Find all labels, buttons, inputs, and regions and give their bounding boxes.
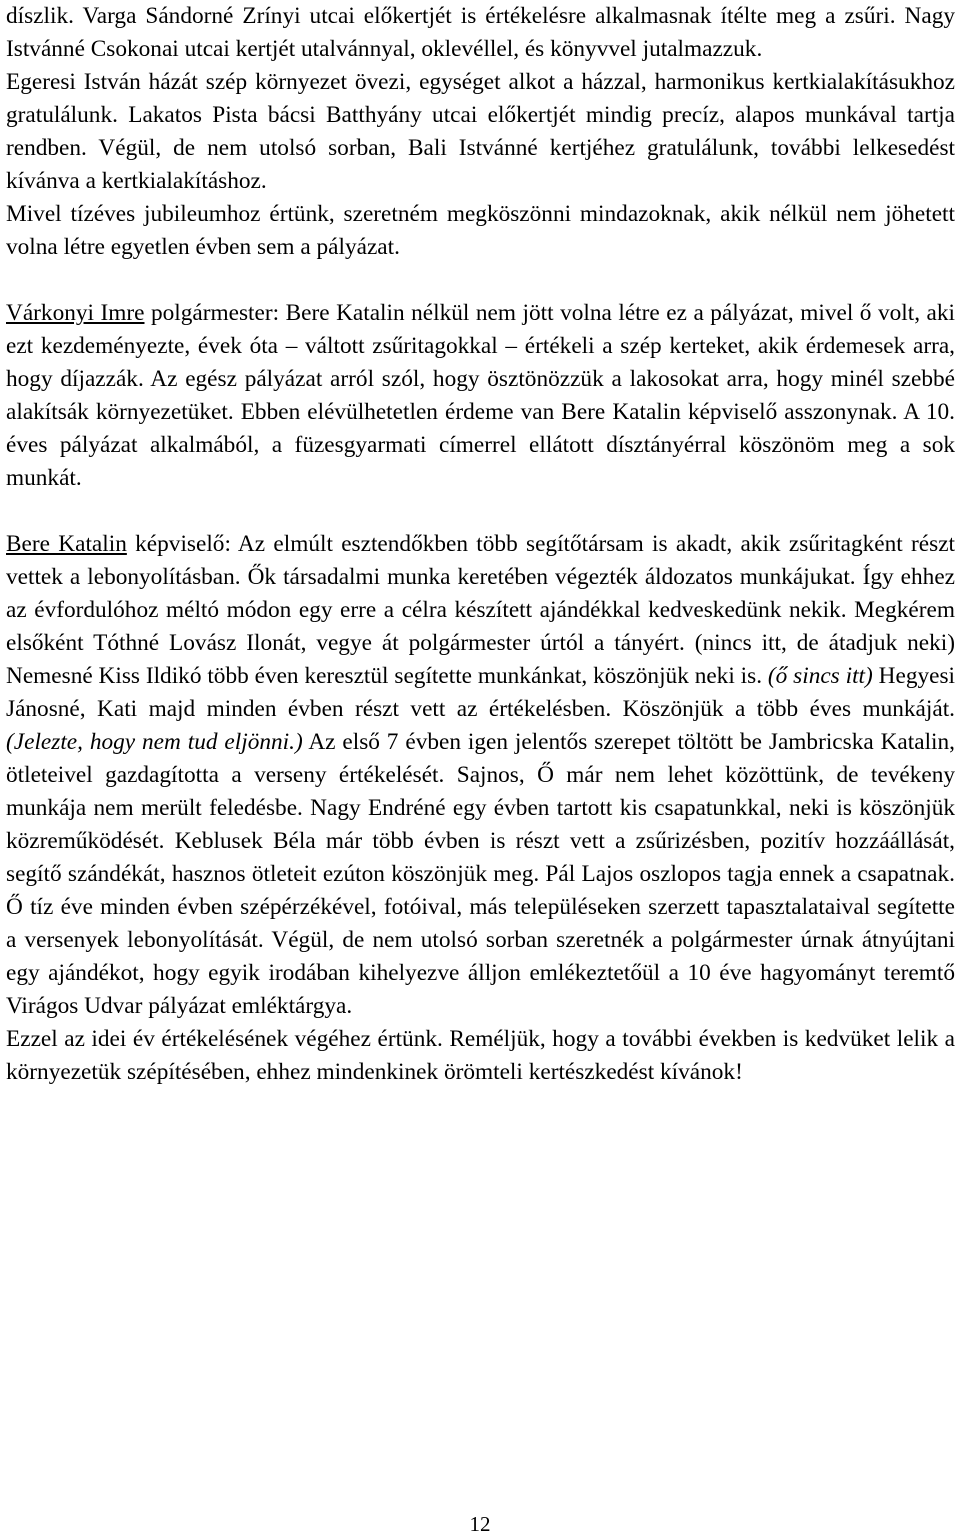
speaker-name-representative: Bere Katalin: [6, 531, 127, 557]
paragraph-representative-speech: [6, 528, 955, 1023]
representative-speech-text-2: Hegyesi Jánosné, Kati majd minden évben részt vett az értékelésben. Köszönjük a több éves munkáját.: [6, 663, 955, 722]
page-number: 12: [469, 1512, 491, 1536]
stage-note-1: (ő sincs itt): [767, 663, 873, 689]
paragraph-egeresi: Egeresi István házát szép környezet övezi, egységet alkot a házzal, harmonikus kertkialakításukhoz gratulálunk. Lakatos Pista bácsi Batthyány utcai előkertjét mindig precíz, alapos munkával tartja rendben. Végül, de nem utolsó sorban, Bali Istvánné kertjéhez gratulálunk, további lelkesedést kívánva a kertkialakításhoz.: [6, 69, 955, 194]
representative-speech-text-1: képviselő: Az elmúlt esztendőkben több segítőtársam is akadt, akik zsűritagként részt vettek a lebonyolításban. Ők társadalmi munka keretében végezték áldozatos munkájukat. Így ehhez az évfordulóhoz méltó módon egy erre a célra készített ajándékkal kedveskedünk nekik. Megkérem elsőként Tóthné Lovász Ilonát, vegye át polgármester úrtól a tányért. (nincs itt, de átadjuk neki) Nemesné Kiss Ildikó több éven keresztül segítette munkánkat, köszönjük neki is.: [6, 531, 956, 689]
speaker-name-mayor: Várkonyi Imre: [6, 300, 145, 326]
paragraph-jubilee: Mivel tízéves jubileumhoz értünk, szeretném megköszönni mindazoknak, akik nélkül nem jöhetett volna létre egyetlen évben sem a pályázat.: [6, 201, 955, 260]
mayor-speech-text: polgármester: Bere Katalin nélkül nem jött volna létre ez a pályázat, mivel ő volt, aki ezt kezdeményezte, évek óta – váltott zsűritagokkal – értékeli a szép kerteket, akik érdemesek arra, hogy díjazzák. Az egész pályázat arról szól, hogy ösztönözzük a lakosokat arra, hogy minél szebbé alakítsák környezetüket. Ebben elévülhetetlen érdeme van Bere Katalin képviselő asszonynak. A 10. éves pályázat alkalmából, a füzesgyarmati címerrel ellátott dísztányérral köszönöm meg a sok munkát.: [6, 300, 955, 491]
stage-note-2: (Jelezte, hogy nem tud eljönni.): [6, 729, 303, 755]
paragraph-closing: Ezzel az idei év értékelésének végéhez értünk. Reméljük, hogy a további években is kedvüket lelik a környezetük szépítésében, ehhez mindenkinek örömteli kertészkedést kívánok!: [6, 1026, 955, 1085]
paragraph-awards-end: díszlik. Varga Sándorné Zrínyi utcai előkertjét is értékelésre alkalmasnak ítélte meg a zsűri. Nagy Istvánné Csokonai utcai kertjét utalvánnyal, oklevéllel, és könyvvel jutalmazzuk.: [6, 3, 955, 62]
paragraph-spacer: [6, 495, 955, 528]
paragraph-spacer: [6, 264, 955, 297]
document-page: [6, 0, 955, 1089]
paragraph-mayor-speech: [6, 297, 955, 495]
representative-speech-text-3: Az első 7 évben igen jelentős szerepet töltött be Jambricska Katalin, ötleteivel gazdagította a verseny értékelését. Sajnos, Ő már nem lehet közöttünk, de tevékeny munkája nem merült feledésbe. Nagy Endréné egy évben tartott kis csapatunkkal, neki is köszönjük közreműködését. Keblusek Béla már több évben is részt vett a zsűrizésben, pozitív hozzáállását, segítő szándékát, hasznos ötleteit ezúton köszönjük meg. Pál Lajos oszlopos tagja ennek a csapatnak. Ő tíz éve minden évben szépérzékével, fotóival, más településeken szerzett tapasztalataival segítette a versenyek lebonyolítását. Végül, de nem utolsó sorban szeretnék a polgármester úrnak átnyújtani egy ajándékot, hogy egyik irodában kihelyezve álljon emlékeztetőül a 10 éve hagyományt teremtő Virágos Udvar pályázat emléktárgya.: [6, 729, 955, 1019]
